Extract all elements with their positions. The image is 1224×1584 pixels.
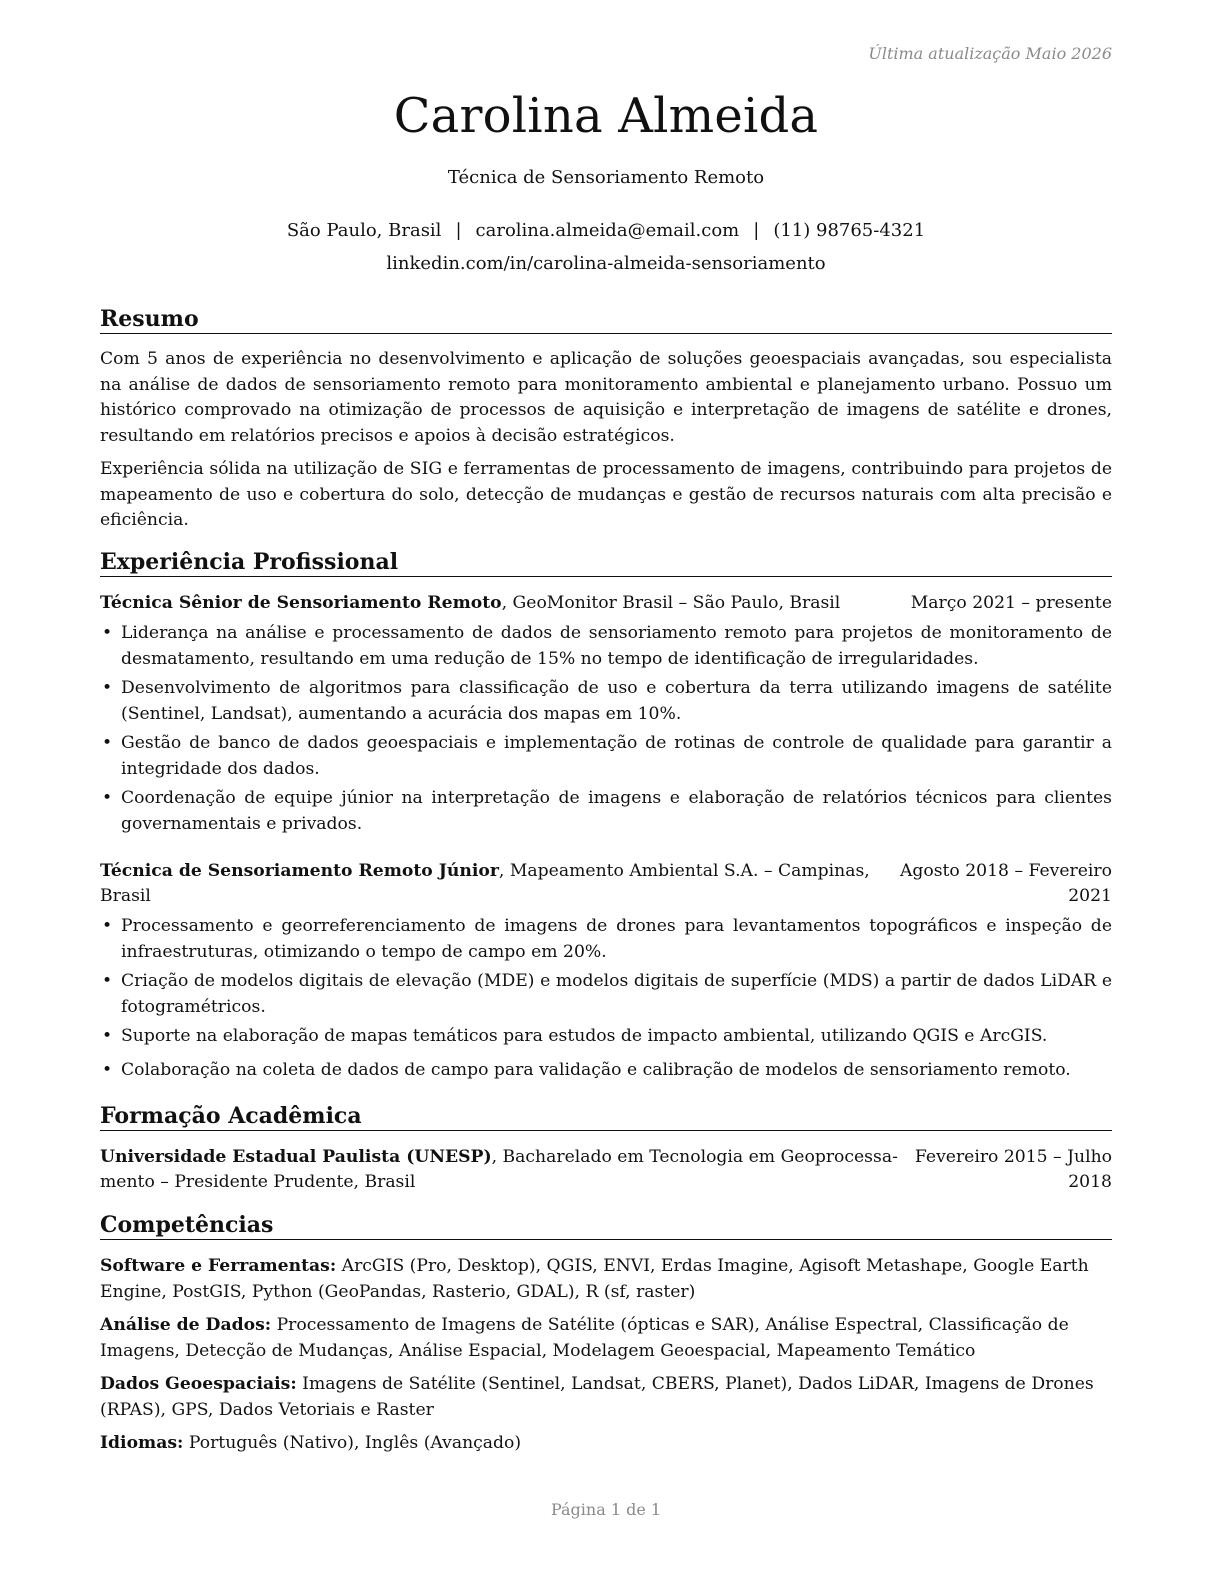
skill-row xyxy=(100,1372,1112,1423)
section-title-summary: Resumo xyxy=(100,305,1112,334)
skill-label: Dados Geoespaciais: xyxy=(100,1374,297,1394)
summary-paragraph-1: Com 5 anos de experiência no desenvolvimento e aplicação de soluções geoespaciais avançadas, sou especialista na análise de dados de sensoriamento remoto para monitoramento ambiental e planejamento urbano. Possuo um histórico comprovado na otimização de processos de aquisição e interpretação de imagens de satélite e drones, resultando em relatórios precisos e apoios à decisão estratégicos. xyxy=(100,349,1112,446)
skill-label: Idiomas: xyxy=(100,1433,184,1453)
section-title-skills: Competências xyxy=(100,1211,1112,1240)
degree: , Bacharelado em Tecnologia em Geoprocessa- xyxy=(491,1147,898,1167)
list-item: • Gestão de banco de dados geoespaciais e implementação de rotinas de controle de qualidade para garantir a integridade dos dados. xyxy=(102,733,1112,779)
bullet-icon: • xyxy=(102,971,113,991)
education-entry xyxy=(100,1145,1112,1197)
job-dates-continued: 2021 xyxy=(1068,886,1112,906)
list-item: • Desenvolvimento de algoritmos para classificação de uso e cobertura da terra utilizando imagens de satélite (Sentinel, Landsat), aumentando a acurácia dos mapas em 10%. xyxy=(102,678,1112,724)
page-number: Página 1 de 1 xyxy=(550,1500,662,1519)
skill-value: Imagens de Satélite (Sentinel, Landsat, CBERS, Planet), Dados LiDAR, Imagens de Drones (RPAS), GPS, Dados Vetoriais e Raster xyxy=(100,1374,1094,1420)
skill-row xyxy=(100,1254,1112,1305)
candidate-name: Carolina Almeida xyxy=(393,88,819,144)
section-title-education: Formação Acadêmica xyxy=(100,1102,1112,1131)
education-dates-continued: 2018 xyxy=(1068,1172,1112,1192)
bullet-icon: • xyxy=(102,788,113,808)
list-item: • Suporte na elaboração de mapas temáticos para estudos de impacto ambiental, utilizando QGIS e ArcGIS. xyxy=(100,1024,1112,1050)
bullet-icon: • xyxy=(102,1026,113,1046)
institution: Universidade Estadual Paulista (UNESP) xyxy=(100,1147,492,1167)
skill-label: Análise de Dados: xyxy=(100,1315,272,1335)
linkedin-link[interactable]: linkedin.com/in/carolina-almeida-sensoriamento xyxy=(386,253,826,274)
job-company: , GeoMonitor Brasil – São Paulo, Brasil xyxy=(501,593,841,613)
list-item: • Coordenação de equipe júnior na interpretação de imagens e elaboração de relatórios técnicos para clientes governamentais e privados. xyxy=(102,788,1112,834)
skill-row xyxy=(100,1431,1112,1457)
job-bullets xyxy=(100,914,1112,1087)
job-bullets xyxy=(100,621,1112,841)
summary-paragraph-2: Experiência sólida na utilização de SIG e ferramentas de processamento de imagens, contribuindo para projetos de mapeamento de uso e cobertura do solo, detecção de mudanças e gestão de recursos naturais com alta precisão e eficiência. xyxy=(100,459,1112,530)
separator: | xyxy=(455,220,462,241)
bullet-icon: • xyxy=(102,678,113,698)
email-link[interactable]: carolina.almeida@email.com xyxy=(475,220,740,241)
list-item: • Liderança na análise e processamento de dados de sensoriamento remoto para projetos de monitoramento de desmatamento, resultando em uma redução de 15% no tempo de identificação de irregularidades. xyxy=(102,623,1112,669)
list-item: • Processamento e georreferenciamento de imagens de drones para levantamentos topográficos e inspeção de infraestruturas, otimizando o tempo de campo em 20%. xyxy=(102,916,1112,962)
job-position: Técnica de Sensoriamento Remoto Júnior xyxy=(100,861,499,881)
contact-line xyxy=(100,220,1112,241)
separator: | xyxy=(753,220,760,241)
education-dates: Fevereiro 2015 – Julho xyxy=(914,1147,1112,1167)
bullet-icon: • xyxy=(102,623,113,643)
skill-value: Português (Nativo), Inglês (Avançado) xyxy=(183,1433,522,1453)
bullet-icon: • xyxy=(102,916,113,936)
job-header xyxy=(100,859,1112,911)
job-position: Técnica Sênior de Sensoriamento Remoto xyxy=(100,593,502,613)
job-company: , Mapeamento Ambiental S.A. – Campinas, xyxy=(498,861,870,881)
phone: (11) 98765-4321 xyxy=(773,220,926,241)
list-item: • Colaboração na coleta de dados de campo para validação e calibração de modelos de sensoriamento remoto. xyxy=(100,1058,1112,1084)
skill-label: Software e Ferramentas: xyxy=(100,1256,337,1276)
skill-row xyxy=(100,1313,1112,1364)
job-header xyxy=(100,591,1112,617)
job-dates: Março 2021 – presente xyxy=(910,593,1112,613)
skill-value: ArcGIS (Pro, Desktop), QGIS, ENVI, Erdas Imagine, Agisoft Metashape, Google Earth Engine, PostGIS, Python (GeoPandas, Rasterio, GDAL), R (sf, raster) xyxy=(100,1256,1089,1302)
bullet-icon: • xyxy=(102,1059,113,1080)
candidate-role: Técnica de Sensoriamento Remoto xyxy=(447,167,765,188)
section-title-experience: Experiência Profissional xyxy=(100,548,1112,577)
degree-continued: mento – Presidente Prudente, Brasil xyxy=(100,1172,416,1192)
job-dates: Agosto 2018 – Fevereiro xyxy=(899,861,1112,881)
last-updated: Última atualização Maio 2026 xyxy=(868,44,1112,63)
location: São Paulo, Brasil xyxy=(286,220,442,241)
list-item: • Criação de modelos digitais de elevação (MDE) e modelos digitais de superfície (MDS) a partir de dados LiDAR e fotogramétricos. xyxy=(102,971,1112,1017)
bullet-icon: • xyxy=(102,733,113,753)
job-company-continued: Brasil xyxy=(100,886,151,906)
skill-value: Processamento de Imagens de Satélite (ópticas e SAR), Análise Espectral, Classificação de Imagens, Detecção de Mudanças, Análise Espacial, Modelagem Geoespacial, Mapeamento Temático xyxy=(100,1315,1069,1361)
